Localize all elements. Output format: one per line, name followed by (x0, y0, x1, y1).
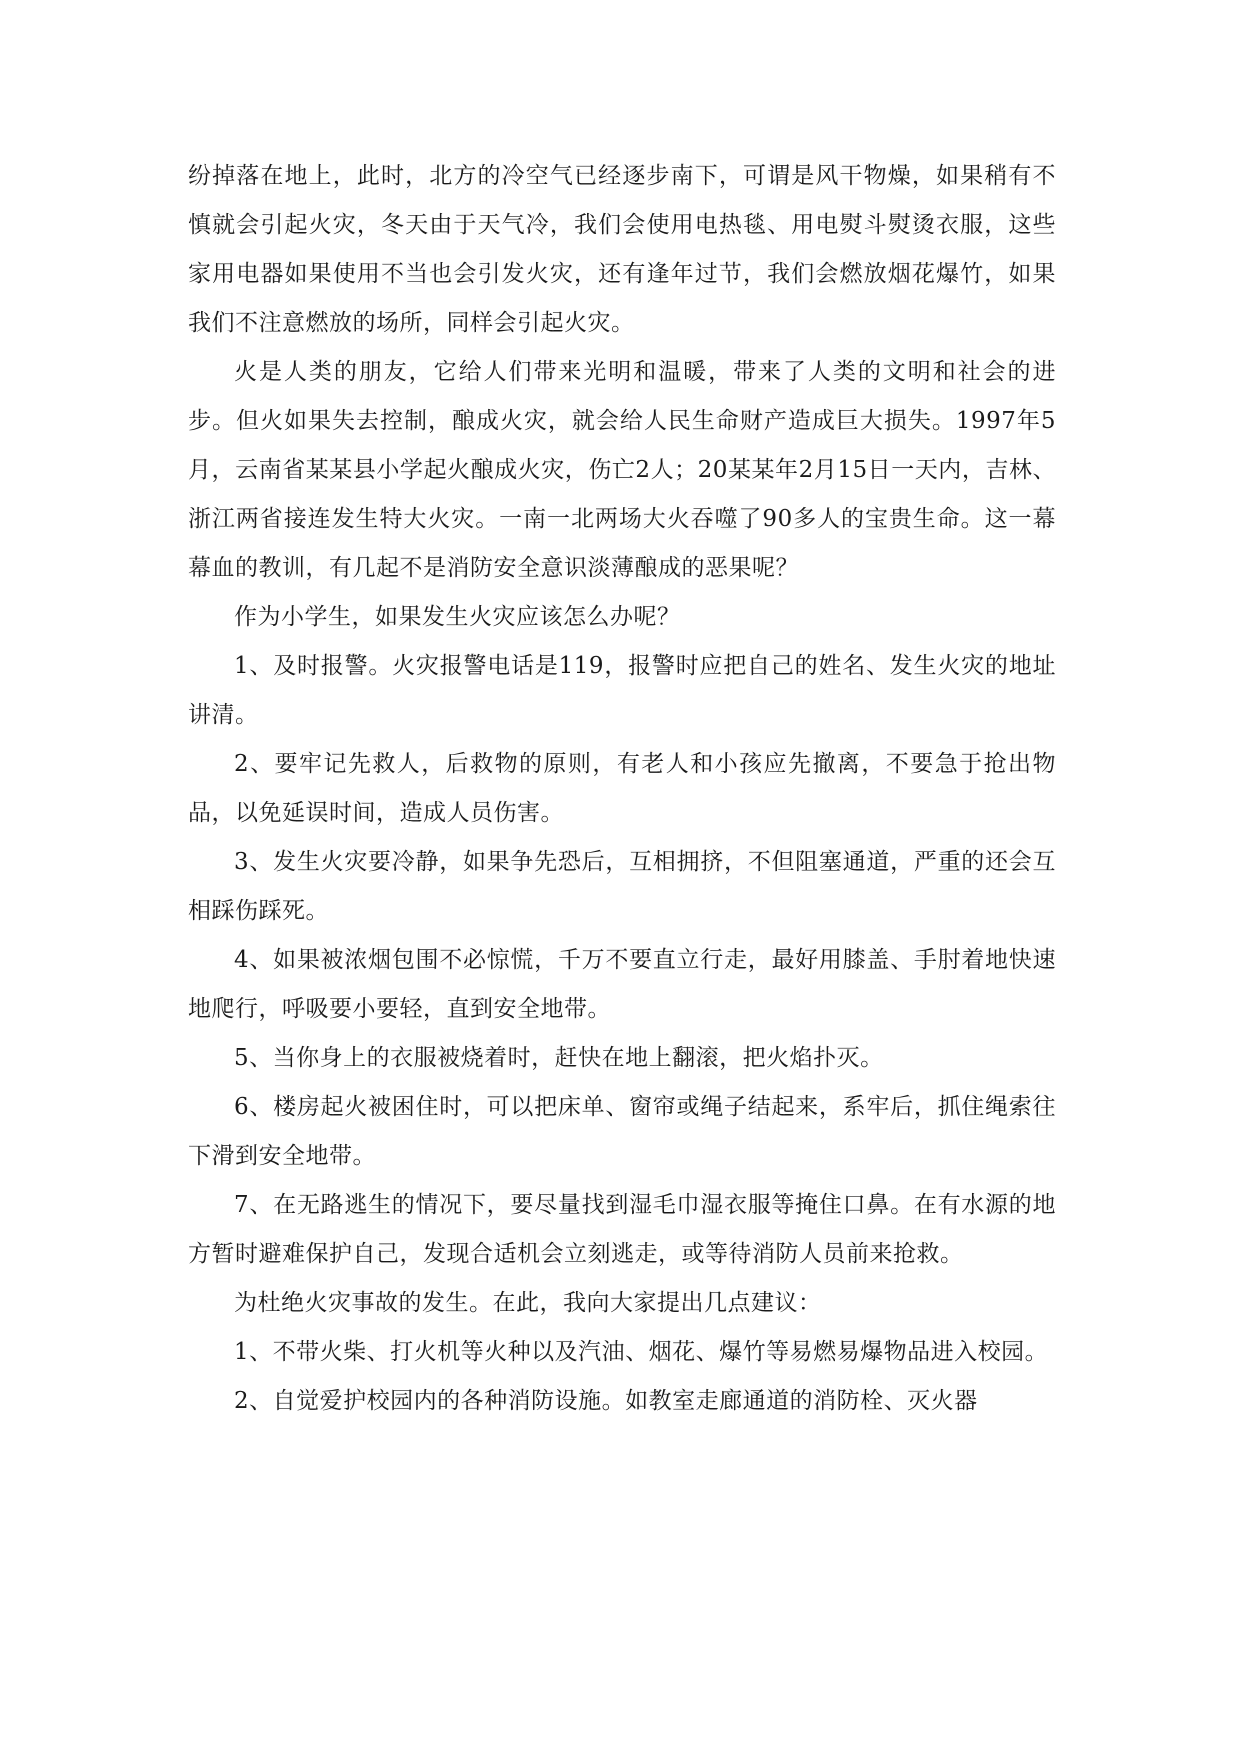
paragraph-6: 4、如果被浓烟包围不必惊慌，千万不要直立行走，最好用膝盖、手肘着地快速地爬行，呼吸要小要轻，直到安全地带。 (188, 947, 1056, 1022)
paragraph-4: 2、要牢记先救人，后救物的原则，有老人和小孩应先撤离，不要急于抢出物品，以免延误时间，造成人员伤害。 (188, 751, 1056, 826)
paragraph-12: 2、自觉爱护校园内的各种消防设施。如教室走廊通道的消防栓、灭火器 (234, 1388, 978, 1414)
paragraph-2: 作为小学生，如果发生火灾应该怎么办呢？ (234, 604, 681, 630)
paragraph-10: 为杜绝火灾事故的发生。在此，我向大家提出几点建议： (234, 1290, 822, 1316)
document-body (188, 152, 1056, 1426)
paragraph-0: 纷掉落在地上，此时，北方的冷空气已经逐步南下，可谓是风干物燥，如果稍有不慎就会引起火灾，冬天由于天气冷，我们会使用电热毯、用电熨斗熨烫衣服，这些家用电器如果使用不当也会引发火灾，还有逢年过节，我们会燃放烟花爆竹，如果我们不注意燃放的场所，同样会引起火灾。 (188, 163, 1056, 336)
paragraph-7: 5、当你身上的衣服被烧着时，赶快在地上翻滚，把火焰扑灭。 (234, 1045, 884, 1071)
paragraph-5: 3、发生火灾要冷静，如果争先恐后，互相拥挤，不但阻塞通道，严重的还会互相踩伤踩死。 (188, 849, 1056, 924)
paragraph-9: 7、在无路逃生的情况下，要尽量找到湿毛巾湿衣服等掩住口鼻。在有水源的地方暂时避难保护自己，发现合适机会立刻逃走，或等待消防人员前来抢救。 (188, 1192, 1056, 1267)
paragraph-8: 6、楼房起火被困住时，可以把床单、窗帘或绳子结起来，系牢后，抓住绳索往下滑到安全地带。 (188, 1094, 1056, 1169)
paragraph-3: 1、及时报警。火灾报警电话是119，报警时应把自己的姓名、发生火灾的地址讲清。 (188, 653, 1056, 728)
paragraph-11: 1、不带火柴、打火机等火种以及汽油、烟花、爆竹等易燃易爆物品进入校园。 (234, 1339, 1049, 1365)
paragraph-1: 火是人类的朋友，它给人们带来光明和温暖，带来了人类的文明和社会的进步。但火如果失去控制，酿成火灾，就会给人民生命财产造成巨大损失。1997年5月，云南省某某县小学起火酿成火灾，伤亡2人；20某某年2月15日一天内，吉林、浙江两省接连发生特大火灾。一南一北两场大火吞噬了90多人的宝贵生命。这一幕幕血的教训，有几起不是消防安全意识淡薄酿成的恶果呢？ (188, 359, 1056, 581)
